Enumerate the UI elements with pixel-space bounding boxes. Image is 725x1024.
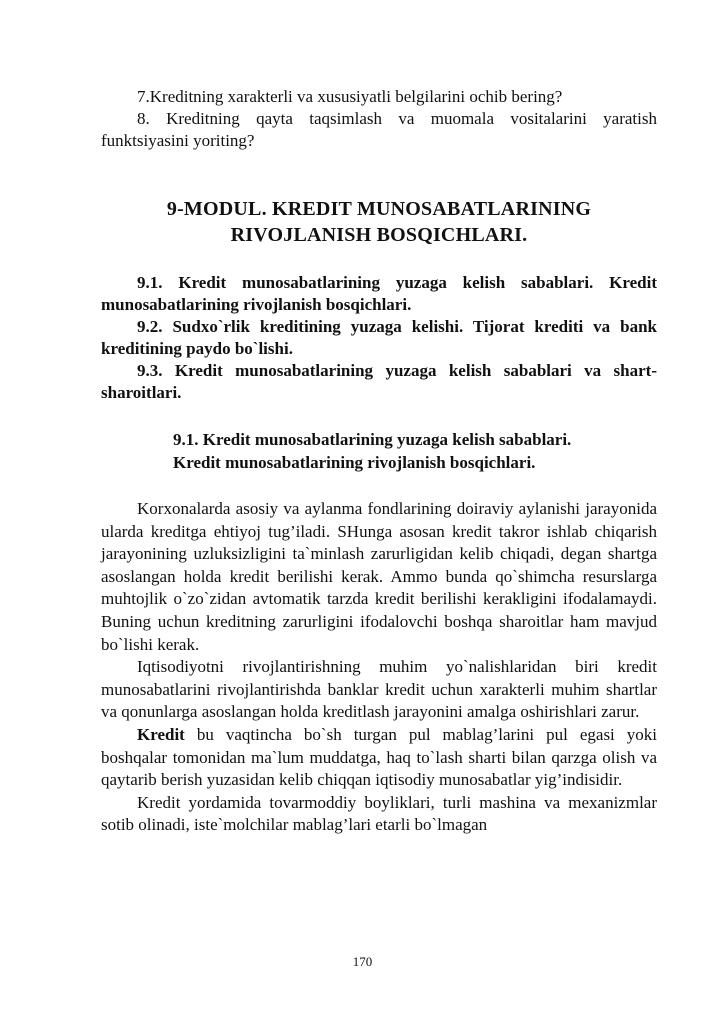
section-heading-line-2: Kredit munosabatlarining rivojlanish bosqichlari. xyxy=(173,453,536,472)
question-8: 8. Kreditning qayta taqsimlash va muomala vositalarini yaratish funktsiyasini yoriting? xyxy=(101,109,657,150)
paragraph-3 xyxy=(101,724,657,792)
question-7: 7.Kreditning xarakterli va xususiyatli belgilarini ochib bering? xyxy=(137,87,563,106)
module-title-line-1: 9-MODUL. KREDIT MUNOSABATLARINING xyxy=(166,198,592,220)
paragraph-1: Korxonalarda asosiy va aylanma fondlarining doiraviy aylanishi jarayonida ularda kreditga ehtiyoj tug’iladi. SHunga asosan kredit takror ishlab chiqarish jarayonining uzluksizligini ta`minlash zarurligidan kelib chiqadi, degan shartga asoslangan holda kredit berilishi kerak. Ammo bunda qo`shimcha resurslarga muhtojlik o`zo`zidan avtomatik tarzda kredit berilishi kerakligini ifodalamaydi. Buning uchun kreditning zarurligini ifodalovchi boshqa sharoitlar ham mavjud bo`lishi kerak. xyxy=(101,499,657,654)
topic-9-1: 9.1. Kredit munosabatlarining yuzaga kelish sabablari. Kredit munosabatlarining rivojlanish bosqichlari. xyxy=(101,273,657,314)
page-number: 170 xyxy=(352,954,373,969)
module-title xyxy=(101,196,657,248)
kredit-term: Kredit xyxy=(137,724,185,744)
kredit-definition: bu vaqtincha bo`sh turgan pul mablag’larini pul egasi yoki boshqalar tomonidan ma`lum muddatga, haq to`lash sharti bilan qarzga olish va qaytarib berish yuzasidan kelib chiqqan iqtisodiy munosabatlar yig’indisidir. xyxy=(101,724,657,790)
page-content xyxy=(101,86,657,837)
module-title-line-2: RIVOJLANISH BOSQICHLARI. xyxy=(230,224,528,246)
paragraph-2: Iqtisodiyotni rivojlantirishning muhim yo`nalishlaridan biri kredit munosabatlarini rivojlantirishda banklar kredit uchun xarakterli muhim shartlar va qonunlarga asoslangan holda kreditlash jarayonini amalga oshirishlari zarur. xyxy=(101,657,657,722)
topic-9-2: 9.2. Sudxo`rlik kreditining yuzaga kelishi. Tijorat krediti va bank kreditining paydo bo`lishi. xyxy=(101,317,657,358)
topic-9-3: 9.3. Kredit munosabatlarining yuzaga kelish sabablari va shart-sharoitlari. xyxy=(101,361,657,402)
topic-list xyxy=(101,272,657,404)
paragraph-4: Kredit yordamida tovarmoddiy boyliklari, turli mashina va mexanizmlar sotib olinadi, iste`molchilar mablag’lari etarli bo`lmagan xyxy=(101,792,657,835)
section-heading-line-1: 9.1. Kredit munosabatlarining yuzaga kelish sabablari. xyxy=(173,430,572,449)
section-heading xyxy=(173,428,657,474)
body-text xyxy=(101,498,657,837)
